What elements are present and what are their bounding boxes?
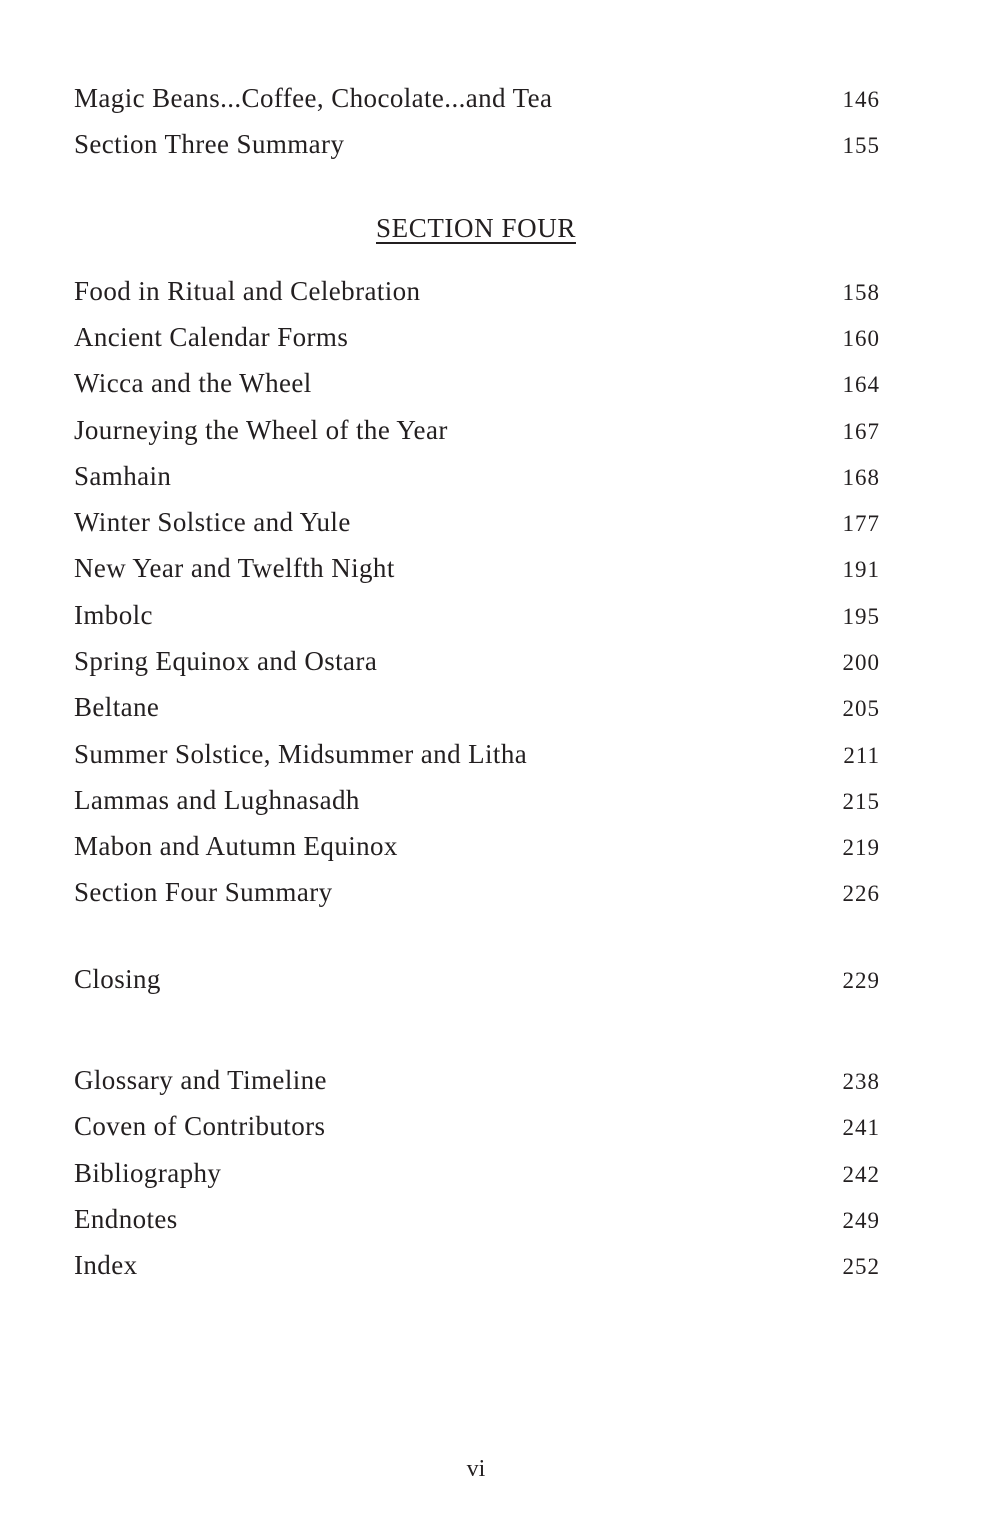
toc-entry xyxy=(74,456,880,496)
toc-entry xyxy=(74,1245,880,1285)
toc-entry-page: 241 xyxy=(842,1115,880,1140)
toc-entry-title: Samhain xyxy=(74,461,172,491)
toc-entry xyxy=(74,1106,880,1146)
toc-entry-title: Coven of Contributors xyxy=(74,1111,326,1141)
toc-entry-title: Mabon and Autumn Equinox xyxy=(74,831,398,861)
toc-entry-page: 215 xyxy=(842,789,880,814)
toc-entry-page: 200 xyxy=(842,650,880,675)
toc-entry-closing xyxy=(74,959,880,999)
page-number: vi xyxy=(466,1456,486,1482)
toc-entry-page: 229 xyxy=(842,968,880,993)
toc-entry xyxy=(74,271,880,311)
toc-entry-page: 158 xyxy=(842,280,880,305)
toc-entry-page: 155 xyxy=(842,133,880,158)
toc-entry-page: 242 xyxy=(842,1162,880,1187)
toc-entry-title: Ancient Calendar Forms xyxy=(74,322,349,352)
toc-entry-title: Spring Equinox and Ostara xyxy=(74,646,378,676)
toc-entry-title: Section Four Summary xyxy=(74,877,333,907)
toc-entry-title: Beltane xyxy=(74,692,160,722)
toc-entry-title: Section Three Summary xyxy=(74,129,345,159)
toc-entry xyxy=(74,548,880,588)
toc-entry-title: Wicca and the Wheel xyxy=(74,368,312,398)
toc-entry-page: 160 xyxy=(842,326,880,351)
toc-entry-title: New Year and Twelfth Night xyxy=(74,553,395,583)
toc-entry-page: 191 xyxy=(842,557,880,582)
toc-entry xyxy=(74,1199,880,1239)
toc-entry-title: Glossary and Timeline xyxy=(74,1065,327,1095)
toc-entry xyxy=(74,780,880,820)
toc-entry xyxy=(74,124,880,164)
toc-entry-title: Imbolc xyxy=(74,600,153,630)
toc-entry xyxy=(74,363,880,403)
toc-entry xyxy=(74,502,880,542)
toc-entry-title: Food in Ritual and Celebration xyxy=(74,276,421,306)
toc-entry-title: Closing xyxy=(74,964,161,994)
toc-entry xyxy=(74,734,880,774)
toc-entry-page: 249 xyxy=(842,1208,880,1233)
toc-entry-page: 146 xyxy=(842,87,880,112)
toc-entry-title: Lammas and Lughnasadh xyxy=(74,785,360,815)
section-heading xyxy=(0,208,952,248)
toc-entry-page: 226 xyxy=(842,881,880,906)
toc-entry-page: 167 xyxy=(842,419,880,444)
toc-entry xyxy=(74,595,880,635)
toc-entry xyxy=(74,410,880,450)
toc-entry-title: Magic Beans...Coffee, Chocolate...and Tea xyxy=(74,83,553,113)
toc-entry-title: Summer Solstice, Midsummer and Litha xyxy=(74,739,528,769)
toc-entry-title: Journeying the Wheel of the Year xyxy=(74,415,448,445)
toc-entry-page: 252 xyxy=(842,1254,880,1279)
toc-entry xyxy=(74,1060,880,1100)
toc-entry-page: 205 xyxy=(842,696,880,721)
toc-entry xyxy=(74,641,880,681)
toc-entry-title: Winter Solstice and Yule xyxy=(74,507,351,537)
toc-entry-page: 211 xyxy=(843,743,880,768)
toc-entry xyxy=(74,826,880,866)
toc-entry-page: 195 xyxy=(842,604,880,629)
toc-entry xyxy=(74,317,880,357)
toc-entry-page: 219 xyxy=(842,835,880,860)
toc-entry-page: 164 xyxy=(842,372,880,397)
toc-entry-title: Index xyxy=(74,1250,138,1280)
toc-entry xyxy=(74,687,880,727)
toc-entry-title: Bibliography xyxy=(74,1158,222,1188)
toc-entry-title: Endnotes xyxy=(74,1204,178,1234)
section-heading-text: SECTION FOUR xyxy=(376,213,576,243)
toc-entry xyxy=(74,1153,880,1193)
toc-entry xyxy=(74,872,880,912)
toc-entry-page: 177 xyxy=(842,511,880,536)
toc-entry-page: 238 xyxy=(842,1069,880,1094)
toc-entry-page: 168 xyxy=(842,465,880,490)
toc-entry xyxy=(74,78,880,118)
